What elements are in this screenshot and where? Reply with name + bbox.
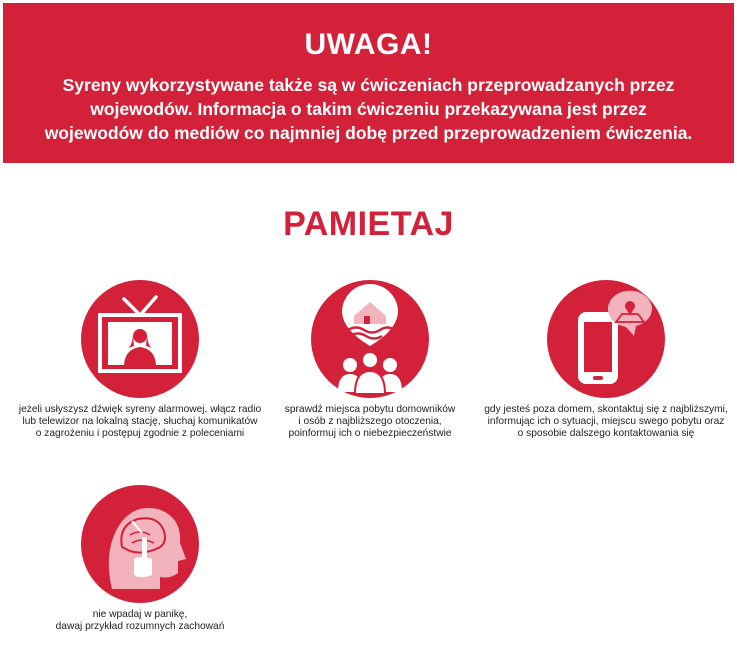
caption-line: o sposobie dalszego kontaktowania się xyxy=(517,428,695,439)
caption-line: gdy jesteś poza domem, skontaktuj się z najbliższymi, xyxy=(484,404,728,415)
banner-title: UWAGA! xyxy=(304,28,433,61)
tip-item-phone xyxy=(476,280,736,440)
tv-icon xyxy=(70,280,210,398)
banner-line: wojewodów. Informacja o takim ćwiczeniu przekazywana jest przez xyxy=(90,99,647,119)
caption-line: sprawdź miejsca pobytu domowników xyxy=(284,404,456,415)
caption-line: o zagrożeniu i postępuj zgodnie z poleceniami xyxy=(35,428,245,439)
banner-line: wojewodów do mediów co najmniej dobę przed przeprowadzeniem ćwiczenia. xyxy=(44,123,693,143)
phone-location-icon xyxy=(536,280,676,398)
tip-item-tv xyxy=(10,280,270,440)
caption-line: jeżeli usłyszysz dźwięk syreny alarmowej, włącz radio xyxy=(18,404,262,415)
caption-line: informując ich o sytuacji, miejscu swego pobytu oraz xyxy=(487,416,725,427)
caption-line: poinformuj ich o niebezpieczeństwie xyxy=(288,428,452,439)
calm-head-icon xyxy=(70,485,210,603)
tip-caption xyxy=(476,404,736,440)
caption-line: nie wpadaj w panikę, xyxy=(92,609,188,620)
tip-caption xyxy=(10,609,270,633)
section-heading: PAMIETAJ xyxy=(283,205,454,243)
tip-item-family xyxy=(240,280,500,440)
caption-line: dawaj przykład rozumnych zachowań xyxy=(55,621,225,632)
tip-caption xyxy=(240,404,500,440)
banner-text xyxy=(23,73,714,145)
caption-line: lub telewizor na lokalną stację, słuchaj komunikatów xyxy=(22,416,258,427)
family-house-icon xyxy=(300,280,440,398)
banner-line: Syreny wykorzystywane także są w ćwiczeniach przeprowadzanych przez xyxy=(62,75,675,95)
tip-caption xyxy=(10,404,270,440)
tip-item-calm xyxy=(10,485,270,633)
caption-line: i osób z najbliższego otoczenia, xyxy=(298,416,442,427)
warning-banner xyxy=(3,3,734,163)
